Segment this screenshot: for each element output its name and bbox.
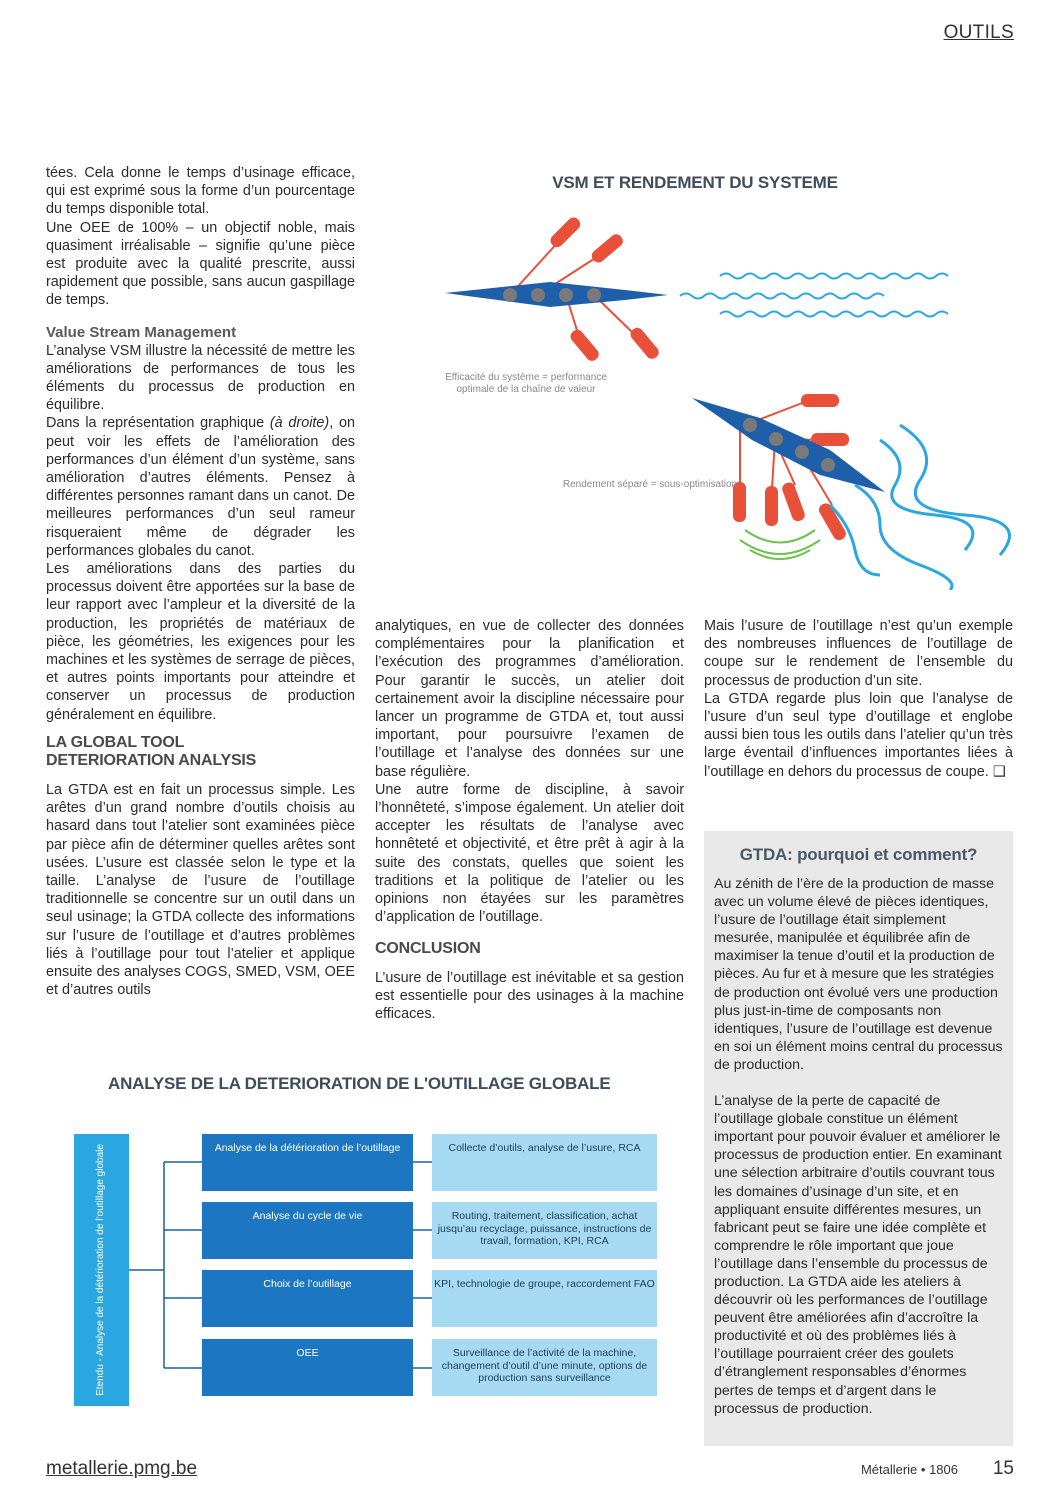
footer-website-link[interactable]: metallerie.pmg.be [46, 1458, 198, 1479]
diagram-category-box: Analyse du cycle de vie [202, 1202, 413, 1259]
paragraph: La GTDA est en fait un processus simple. Les arêtes d’un grand nombre d’outils choisis au hasard dans tout l’atelier sont examinées pièce par pièce afin de déterminer quelles arêtes sont usées. L’usure est classée selon le type et la taille. L’analyse de l’usure de l’outillage traditionnelle se concentre sur un outil dans un seul usinage; la GTDA collecte des informations sur l’usure de l’outillage et d’autres problèmes liés à l’outillage pour tout l’atelier et applique ensuite des analyses COGS, SMED, VSM, OEE et d’autres outils [46, 781, 355, 999]
paragraph: L’usure de l’outillage est inévitable et sa gestion est essentielle pour des usinages à la machine efficaces. [375, 969, 684, 1023]
subheading-vsm: Value Stream Management [46, 323, 237, 341]
diagram-category-box: OEE [202, 1339, 413, 1396]
sidebar-paragraph: Au zénith de l’ère de la production de masse avec un volume élevé de pièces identiques, l’usure de l’outillage était simplement mesurée, manipulée et équilibrée afin de maximiser la tenue d’outil et la production de pièces. Au fur et à mesure que les stratégies de production ont évolué vers une production plus just-in-time de composants non identiques, l’usure de l’outillage est devenue en soi un élément moins central du processus de production. [714, 876, 1003, 1073]
heading-gtda: LA GLOBAL TOOL DETERIORATION ANALYSIS [46, 733, 257, 770]
gtda-diagram-title: ANALYSE DE LA DETERIORATION DE L'OUTILLAGE GLOBALE [108, 1074, 611, 1093]
paragraph: Mais l’usure de l’outillage n’est qu’un exemple des nombreuses influences de l’outillage de coupe sur le rendement de l’ensemble du processus de production d’un site. [704, 618, 1013, 689]
vsm-caption-separate: Rendement séparé = sous-optimisation [562, 479, 738, 490]
heading-conclusion: CONCLUSION [375, 940, 481, 958]
diagram-root-label: Etendu - Analyse de la détérioration de l’outillage globale [95, 1144, 106, 1396]
paragraph: Dans la représentation graphique (à droite), on peut voir les effets de l’amélioration des performances d’un élément d’un système, sans amélioration d’autres éléments. Pensez à différentes personnes ramant dans un canot. De meilleures performances d’un seul rameur risqueraient même de dégrader les performances globales du canot. [46, 415, 355, 559]
diagram-detail-box: KPI, technologie de groupe, raccordement FAO [432, 1270, 657, 1327]
paragraph: Une OEE de 100% – un objectif noble, mais quasiment irréalisable – signifie qu’une pièce est produite avec la qualité prescrite, aussi rapidement que possible, sans aucun gaspillage de temps. [46, 219, 355, 309]
top-wake-waves [680, 274, 948, 317]
bottom-turbulence-waves [830, 425, 1009, 590]
paragraph: Les améliorations dans des parties du processus doivent être apportées sur la base de leur rapport avec l’ampleur et la diversité de la production, les propriétés de matériaux de pièce, les géométries, les exigences pour les machines et les systèmes de serrage de pièces, et autres points importants pour atteindre et conserver un processus de production généralement en équilibre. [46, 561, 355, 723]
top-boat-hull [445, 282, 668, 307]
gtda-diagram [74, 1134, 664, 1414]
article-column-2 [375, 617, 684, 1024]
article-column-3 [704, 617, 1013, 781]
footer-issue: Métallerie • 1806 [860, 1462, 958, 1477]
diagram-category-box: Choix de l’outillage [202, 1270, 413, 1327]
paragraph: Une autre forme de discipline, à savoir l’honnêteté, s’impose également. Un atelier doit accepter les résultats de l’analyse avec honnêteté et objectivité, et être prêt à agir à la suite des constats, quelles que soient les traditions et la politique de l’atelier ou les opinions non étayées sur les paramètres d’application de l’outillage. [375, 781, 684, 926]
sidebar-box [704, 831, 1013, 1446]
paragraph: tées. Cela donne le temps d’usinage efficace, qui est exprimé sous la forme d’un pourcentage du temps disponible total. [46, 165, 355, 218]
diagram-category-box: Analyse de la détérioration de l’outillage [202, 1134, 413, 1191]
sidebar-paragraph: L’analyse de la perte de capacité de l’outillage globale constitue un élément important pour pouvoir évaluer et améliorer le processus de production entier. En examinant une sélection arbitraire d’outils couvrant tous les domaines d’usinage d’un site, et en appliquant ensuite différentes mesures, un fabricant peut se faire une idée complète et comprendre le rôle important que joue l’outillage dans l’ensemble du processus de production. La GTDA aide les ateliers à découvrir où les performances de l’outillage peuvent être améliorées afin d’accroître la productivité et où des problèmes liés à l’outillage pourraient créer des goulets d’étranglement responsables d’énormes pertes de temps et d’argent dans le processus de production. [714, 1093, 1002, 1417]
diagram-detail-box: Collecte d’outils, analyse de l’usure, RCA [432, 1134, 657, 1191]
article-column-1 [46, 164, 355, 999]
vsm-caption-system: Efficacité du système = performance optimale de la chaîne de valeur [445, 372, 607, 395]
paragraph: analytiques, en vue de collecter des données complémentaires pour la planification et l’exécution des programmes d’amélioration. Pour garantir le succès, un atelier doit certainement avoir la discipline nécessaire pour lancer un programme de GTDA et, tout aussi important, pour poursuivre l’examen de l’outillage et l’analyse des données sur une base régulière. [375, 618, 684, 780]
ripple-waves [740, 530, 820, 559]
diagram-detail-box: Surveillance de l’activité de la machine, changement d’outil d’une minute, options de production sans surveillance [432, 1339, 657, 1396]
diagram-root-box [74, 1134, 129, 1406]
end-mark-icon: ❑ [992, 763, 1006, 780]
bottom-boat-hull [692, 398, 885, 492]
paragraph: L’analyse VSM illustre la nécessité de mettre les améliorations de performances de tous les éléments du processus de production en équilibre. [46, 342, 355, 414]
sidebar-title: GTDA: pourquoi et comment? [739, 845, 978, 864]
page-number: 15 [992, 1458, 1014, 1479]
vsm-figure-title: VSM ET RENDEMENT DU SYSTEME [552, 173, 838, 192]
section-tag: OUTILS [943, 22, 1014, 43]
diagram-detail-box: Routing, traitement, classification, achat jusqu’au recyclage, puissance, instructions de travail, formation, KPI, RCA [432, 1202, 657, 1259]
paragraph: La GTDA regarde plus loin que l’analyse de l’usure d’un seul type d’outillage et englobe aussi bien tous les outils dans l’atelier qu’un très large éventail d’influences importantes liées à l’outillage en dehors du processus de coupe. ❑ [704, 690, 1013, 780]
